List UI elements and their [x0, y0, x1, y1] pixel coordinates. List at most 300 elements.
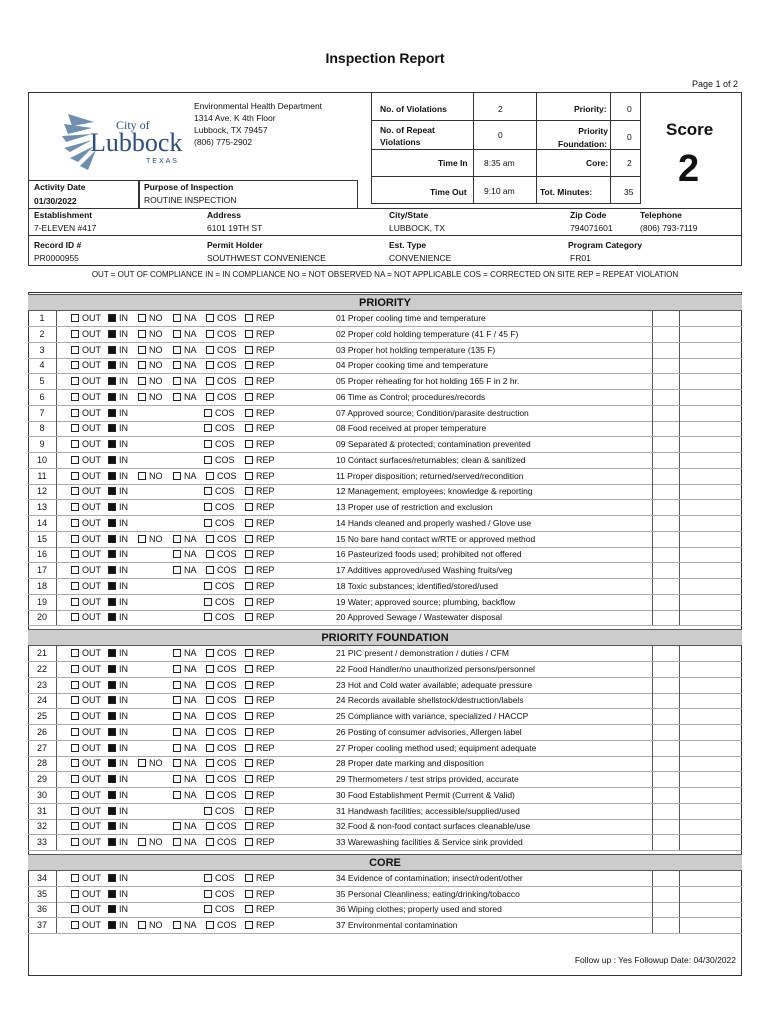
rep-option-checkbox[interactable] — [245, 519, 253, 527]
rep-option-checkbox[interactable] — [245, 759, 253, 767]
na-option-checkbox[interactable] — [173, 791, 181, 799]
out-option-checkbox[interactable] — [71, 613, 79, 621]
rep-option[interactable] — [245, 648, 275, 658]
rep-option-checkbox[interactable] — [245, 874, 253, 882]
rep-option[interactable] — [245, 695, 275, 705]
out-option-checkbox[interactable] — [71, 905, 79, 913]
rep-option-checkbox[interactable] — [245, 314, 253, 322]
cos-option-checkbox[interactable] — [206, 361, 214, 369]
cos-option[interactable] — [204, 423, 235, 433]
cos-option[interactable] — [206, 920, 237, 930]
rep-option[interactable] — [245, 313, 275, 323]
cos-option-checkbox[interactable] — [206, 649, 214, 657]
na-option[interactable] — [173, 837, 197, 847]
out-option[interactable] — [71, 743, 101, 753]
na-option[interactable] — [173, 664, 197, 674]
in-option[interactable] — [108, 423, 128, 433]
out-option-checkbox[interactable] — [71, 791, 79, 799]
rep-option[interactable] — [245, 471, 275, 481]
cos-option[interactable] — [206, 837, 237, 847]
cos-option-checkbox[interactable] — [206, 696, 214, 704]
cos-option[interactable] — [206, 774, 237, 784]
cos-option-checkbox[interactable] — [204, 456, 212, 464]
no-option-checkbox[interactable] — [138, 838, 146, 846]
rep-option[interactable] — [245, 360, 275, 370]
in-option-checkbox[interactable] — [108, 791, 116, 799]
rep-option[interactable] — [245, 439, 275, 449]
rep-option-checkbox[interactable] — [245, 728, 253, 736]
in-option[interactable] — [108, 743, 128, 753]
out-option[interactable] — [71, 873, 101, 883]
cos-option[interactable] — [204, 518, 235, 528]
out-option[interactable] — [71, 565, 101, 575]
rep-option-checkbox[interactable] — [245, 424, 253, 432]
cos-option[interactable] — [206, 743, 237, 753]
rep-option[interactable] — [245, 581, 275, 591]
out-option-checkbox[interactable] — [71, 665, 79, 673]
out-option[interactable] — [71, 376, 101, 386]
na-option[interactable] — [173, 329, 197, 339]
cos-option-checkbox[interactable] — [204, 874, 212, 882]
rep-option[interactable] — [245, 790, 275, 800]
out-option[interactable] — [71, 345, 101, 355]
rep-option[interactable] — [245, 455, 275, 465]
in-option[interactable] — [108, 889, 128, 899]
cos-option-checkbox[interactable] — [204, 503, 212, 511]
rep-option[interactable] — [245, 904, 275, 914]
in-option[interactable] — [108, 345, 128, 355]
rep-option[interactable] — [245, 408, 275, 418]
cos-option-checkbox[interactable] — [206, 791, 214, 799]
na-option[interactable] — [173, 711, 197, 721]
out-option[interactable] — [71, 711, 101, 721]
cos-option[interactable] — [206, 360, 237, 370]
cos-option[interactable] — [206, 695, 237, 705]
out-option-checkbox[interactable] — [71, 649, 79, 657]
out-option-checkbox[interactable] — [71, 456, 79, 464]
in-option-checkbox[interactable] — [108, 393, 116, 401]
na-option-checkbox[interactable] — [173, 314, 181, 322]
in-option-checkbox[interactable] — [108, 822, 116, 830]
cos-option-checkbox[interactable] — [204, 905, 212, 913]
in-option-checkbox[interactable] — [108, 330, 116, 338]
na-option-checkbox[interactable] — [173, 665, 181, 673]
no-option-checkbox[interactable] — [138, 314, 146, 322]
na-option[interactable] — [173, 360, 197, 370]
na-option[interactable] — [173, 534, 197, 544]
out-option[interactable] — [71, 806, 101, 816]
na-option[interactable] — [173, 471, 197, 481]
cos-option[interactable] — [206, 471, 237, 481]
in-option-checkbox[interactable] — [108, 314, 116, 322]
out-option[interactable] — [71, 581, 101, 591]
rep-option[interactable] — [245, 680, 275, 690]
in-option[interactable] — [108, 837, 128, 847]
rep-option-checkbox[interactable] — [245, 472, 253, 480]
out-option-checkbox[interactable] — [71, 330, 79, 338]
cos-option[interactable] — [206, 680, 237, 690]
out-option[interactable] — [71, 821, 101, 831]
no-option-checkbox[interactable] — [138, 361, 146, 369]
in-option-checkbox[interactable] — [108, 550, 116, 558]
na-option-checkbox[interactable] — [173, 759, 181, 767]
no-option[interactable] — [138, 360, 163, 370]
cos-option[interactable] — [206, 313, 237, 323]
cos-option-checkbox[interactable] — [206, 535, 214, 543]
in-option[interactable] — [108, 774, 128, 784]
cos-option[interactable] — [204, 612, 235, 622]
in-option-checkbox[interactable] — [108, 696, 116, 704]
rep-option[interactable] — [245, 345, 275, 355]
no-option[interactable] — [138, 471, 163, 481]
in-option[interactable] — [108, 360, 128, 370]
cos-option[interactable] — [206, 664, 237, 674]
out-option[interactable] — [71, 518, 101, 528]
rep-option-checkbox[interactable] — [245, 409, 253, 417]
rep-option[interactable] — [245, 711, 275, 721]
cos-option[interactable] — [204, 408, 235, 418]
rep-option[interactable] — [245, 920, 275, 930]
rep-option[interactable] — [245, 486, 275, 496]
in-option[interactable] — [108, 439, 128, 449]
na-option-checkbox[interactable] — [173, 393, 181, 401]
rep-option[interactable] — [245, 376, 275, 386]
out-option-checkbox[interactable] — [71, 424, 79, 432]
out-option-checkbox[interactable] — [71, 566, 79, 574]
rep-option[interactable] — [245, 597, 275, 607]
in-option[interactable] — [108, 920, 128, 930]
cos-option[interactable] — [204, 439, 235, 449]
out-option[interactable] — [71, 790, 101, 800]
rep-option-checkbox[interactable] — [245, 890, 253, 898]
cos-option[interactable] — [204, 581, 235, 591]
cos-option-checkbox[interactable] — [206, 822, 214, 830]
in-option[interactable] — [108, 502, 128, 512]
out-option-checkbox[interactable] — [71, 503, 79, 511]
in-option[interactable] — [108, 612, 128, 622]
out-option[interactable] — [71, 695, 101, 705]
in-option[interactable] — [108, 565, 128, 575]
cos-option[interactable] — [204, 806, 235, 816]
na-option-checkbox[interactable] — [173, 681, 181, 689]
rep-option-checkbox[interactable] — [245, 346, 253, 354]
out-option-checkbox[interactable] — [71, 921, 79, 929]
out-option-checkbox[interactable] — [71, 890, 79, 898]
out-option-checkbox[interactable] — [71, 535, 79, 543]
no-option[interactable] — [138, 392, 163, 402]
out-option[interactable] — [71, 612, 101, 622]
out-option-checkbox[interactable] — [71, 377, 79, 385]
in-option-checkbox[interactable] — [108, 519, 116, 527]
in-option[interactable] — [108, 392, 128, 402]
rep-option-checkbox[interactable] — [245, 822, 253, 830]
no-option[interactable] — [138, 534, 163, 544]
na-option-checkbox[interactable] — [173, 330, 181, 338]
in-option-checkbox[interactable] — [108, 361, 116, 369]
na-option[interactable] — [173, 376, 197, 386]
rep-option[interactable] — [245, 837, 275, 847]
na-option-checkbox[interactable] — [173, 744, 181, 752]
cos-option[interactable] — [206, 329, 237, 339]
cos-option-checkbox[interactable] — [204, 582, 212, 590]
cos-option[interactable] — [204, 889, 235, 899]
no-option-checkbox[interactable] — [138, 330, 146, 338]
rep-option-checkbox[interactable] — [245, 361, 253, 369]
out-option-checkbox[interactable] — [71, 681, 79, 689]
out-option[interactable] — [71, 313, 101, 323]
out-option[interactable] — [71, 597, 101, 607]
no-option[interactable] — [138, 345, 163, 355]
out-option-checkbox[interactable] — [71, 550, 79, 558]
in-option-checkbox[interactable] — [108, 712, 116, 720]
rep-option-checkbox[interactable] — [245, 582, 253, 590]
na-option[interactable] — [173, 680, 197, 690]
in-option[interactable] — [108, 790, 128, 800]
in-option-checkbox[interactable] — [108, 346, 116, 354]
in-option[interactable] — [108, 806, 128, 816]
cos-option-checkbox[interactable] — [206, 346, 214, 354]
cos-option-checkbox[interactable] — [206, 744, 214, 752]
na-option[interactable] — [173, 790, 197, 800]
cos-option[interactable] — [206, 345, 237, 355]
rep-option[interactable] — [245, 329, 275, 339]
in-option[interactable] — [108, 455, 128, 465]
cos-option[interactable] — [204, 455, 235, 465]
out-option[interactable] — [71, 664, 101, 674]
na-option-checkbox[interactable] — [173, 377, 181, 385]
out-option[interactable] — [71, 329, 101, 339]
cos-option-checkbox[interactable] — [204, 598, 212, 606]
cos-option[interactable] — [206, 534, 237, 544]
na-option[interactable] — [173, 565, 197, 575]
in-option-checkbox[interactable] — [108, 456, 116, 464]
in-option[interactable] — [108, 329, 128, 339]
cos-option-checkbox[interactable] — [204, 807, 212, 815]
na-option-checkbox[interactable] — [173, 566, 181, 574]
rep-option[interactable] — [245, 502, 275, 512]
in-option-checkbox[interactable] — [108, 874, 116, 882]
out-option[interactable] — [71, 471, 101, 481]
out-option[interactable] — [71, 837, 101, 847]
out-option[interactable] — [71, 455, 101, 465]
rep-option-checkbox[interactable] — [245, 905, 253, 913]
cos-option-checkbox[interactable] — [206, 775, 214, 783]
na-option-checkbox[interactable] — [173, 346, 181, 354]
out-option-checkbox[interactable] — [71, 472, 79, 480]
no-option[interactable] — [138, 837, 163, 847]
na-option-checkbox[interactable] — [173, 696, 181, 704]
in-option-checkbox[interactable] — [108, 759, 116, 767]
cos-option[interactable] — [206, 549, 237, 559]
out-option-checkbox[interactable] — [71, 393, 79, 401]
out-option-checkbox[interactable] — [71, 519, 79, 527]
out-option[interactable] — [71, 408, 101, 418]
na-option[interactable] — [173, 345, 197, 355]
rep-option-checkbox[interactable] — [245, 696, 253, 704]
na-option-checkbox[interactable] — [173, 822, 181, 830]
in-option-checkbox[interactable] — [108, 503, 116, 511]
in-option[interactable] — [108, 904, 128, 914]
in-option-checkbox[interactable] — [108, 649, 116, 657]
na-option-checkbox[interactable] — [173, 649, 181, 657]
cos-option[interactable] — [206, 727, 237, 737]
in-option[interactable] — [108, 873, 128, 883]
out-option-checkbox[interactable] — [71, 582, 79, 590]
na-option[interactable] — [173, 727, 197, 737]
na-option[interactable] — [173, 920, 197, 930]
in-option[interactable] — [108, 581, 128, 591]
rep-option[interactable] — [245, 423, 275, 433]
cos-option-checkbox[interactable] — [206, 681, 214, 689]
rep-option[interactable] — [245, 873, 275, 883]
na-option-checkbox[interactable] — [173, 728, 181, 736]
no-option-checkbox[interactable] — [138, 377, 146, 385]
rep-option[interactable] — [245, 534, 275, 544]
in-option[interactable] — [108, 534, 128, 544]
in-option-checkbox[interactable] — [108, 440, 116, 448]
out-option-checkbox[interactable] — [71, 838, 79, 846]
cos-option-checkbox[interactable] — [204, 890, 212, 898]
cos-option-checkbox[interactable] — [206, 665, 214, 673]
cos-option[interactable] — [204, 486, 235, 496]
rep-option-checkbox[interactable] — [245, 330, 253, 338]
cos-option-checkbox[interactable] — [206, 838, 214, 846]
na-option-checkbox[interactable] — [173, 838, 181, 846]
cos-option-checkbox[interactable] — [206, 921, 214, 929]
out-option[interactable] — [71, 423, 101, 433]
rep-option-checkbox[interactable] — [245, 791, 253, 799]
out-option-checkbox[interactable] — [71, 822, 79, 830]
in-option-checkbox[interactable] — [108, 535, 116, 543]
rep-option-checkbox[interactable] — [245, 487, 253, 495]
no-option-checkbox[interactable] — [138, 393, 146, 401]
out-option[interactable] — [71, 904, 101, 914]
out-option-checkbox[interactable] — [71, 874, 79, 882]
in-option-checkbox[interactable] — [108, 665, 116, 673]
in-option[interactable] — [108, 549, 128, 559]
cos-option-checkbox[interactable] — [204, 487, 212, 495]
out-option-checkbox[interactable] — [71, 487, 79, 495]
in-option-checkbox[interactable] — [108, 681, 116, 689]
in-option[interactable] — [108, 664, 128, 674]
rep-option[interactable] — [245, 727, 275, 737]
cos-option-checkbox[interactable] — [206, 330, 214, 338]
rep-option[interactable] — [245, 889, 275, 899]
in-option-checkbox[interactable] — [108, 838, 116, 846]
rep-option[interactable] — [245, 549, 275, 559]
na-option-checkbox[interactable] — [173, 550, 181, 558]
rep-option-checkbox[interactable] — [245, 598, 253, 606]
no-option-checkbox[interactable] — [138, 472, 146, 480]
in-option[interactable] — [108, 376, 128, 386]
out-option[interactable] — [71, 889, 101, 899]
cos-option-checkbox[interactable] — [206, 759, 214, 767]
cos-option-checkbox[interactable] — [204, 424, 212, 432]
rep-option[interactable] — [245, 806, 275, 816]
cos-option[interactable] — [206, 376, 237, 386]
rep-option-checkbox[interactable] — [245, 393, 253, 401]
rep-option-checkbox[interactable] — [245, 838, 253, 846]
out-option[interactable] — [71, 549, 101, 559]
in-option[interactable] — [108, 695, 128, 705]
cos-option-checkbox[interactable] — [206, 472, 214, 480]
rep-option-checkbox[interactable] — [245, 566, 253, 574]
cos-option[interactable] — [204, 502, 235, 512]
rep-option[interactable] — [245, 612, 275, 622]
cos-option[interactable] — [206, 565, 237, 575]
out-option-checkbox[interactable] — [71, 409, 79, 417]
na-option[interactable] — [173, 758, 197, 768]
rep-option-checkbox[interactable] — [245, 921, 253, 929]
in-option-checkbox[interactable] — [108, 598, 116, 606]
rep-option[interactable] — [245, 664, 275, 674]
out-option[interactable] — [71, 439, 101, 449]
na-option[interactable] — [173, 774, 197, 784]
in-option-checkbox[interactable] — [108, 613, 116, 621]
na-option-checkbox[interactable] — [173, 472, 181, 480]
out-option-checkbox[interactable] — [71, 696, 79, 704]
na-option-checkbox[interactable] — [173, 921, 181, 929]
cos-option-checkbox[interactable] — [206, 314, 214, 322]
no-option[interactable] — [138, 376, 163, 386]
in-option-checkbox[interactable] — [108, 807, 116, 815]
no-option[interactable] — [138, 920, 163, 930]
in-option-checkbox[interactable] — [108, 905, 116, 913]
cos-option-checkbox[interactable] — [206, 728, 214, 736]
na-option[interactable] — [173, 695, 197, 705]
in-option-checkbox[interactable] — [108, 377, 116, 385]
rep-option-checkbox[interactable] — [245, 456, 253, 464]
rep-option[interactable] — [245, 518, 275, 528]
na-option-checkbox[interactable] — [173, 535, 181, 543]
na-option-checkbox[interactable] — [173, 361, 181, 369]
in-option[interactable] — [108, 648, 128, 658]
cos-option-checkbox[interactable] — [206, 550, 214, 558]
out-option-checkbox[interactable] — [71, 440, 79, 448]
in-option[interactable] — [108, 758, 128, 768]
out-option[interactable] — [71, 758, 101, 768]
in-option[interactable] — [108, 711, 128, 721]
cos-option[interactable] — [206, 711, 237, 721]
na-option-checkbox[interactable] — [173, 775, 181, 783]
rep-option-checkbox[interactable] — [245, 503, 253, 511]
in-option-checkbox[interactable] — [108, 890, 116, 898]
out-option-checkbox[interactable] — [71, 361, 79, 369]
cos-option[interactable] — [206, 758, 237, 768]
out-option-checkbox[interactable] — [71, 314, 79, 322]
out-option[interactable] — [71, 727, 101, 737]
out-option[interactable] — [71, 774, 101, 784]
in-option-checkbox[interactable] — [108, 409, 116, 417]
in-option-checkbox[interactable] — [108, 566, 116, 574]
cos-option-checkbox[interactable] — [204, 440, 212, 448]
na-option-checkbox[interactable] — [173, 712, 181, 720]
rep-option-checkbox[interactable] — [245, 775, 253, 783]
cos-option[interactable] — [204, 597, 235, 607]
out-option[interactable] — [71, 486, 101, 496]
no-option-checkbox[interactable] — [138, 535, 146, 543]
out-option-checkbox[interactable] — [71, 598, 79, 606]
cos-option[interactable] — [206, 648, 237, 658]
out-option-checkbox[interactable] — [71, 712, 79, 720]
na-option[interactable] — [173, 313, 197, 323]
rep-option-checkbox[interactable] — [245, 440, 253, 448]
cos-option-checkbox[interactable] — [206, 393, 214, 401]
rep-option-checkbox[interactable] — [245, 377, 253, 385]
in-option[interactable] — [108, 680, 128, 690]
out-option-checkbox[interactable] — [71, 807, 79, 815]
rep-option[interactable] — [245, 743, 275, 753]
